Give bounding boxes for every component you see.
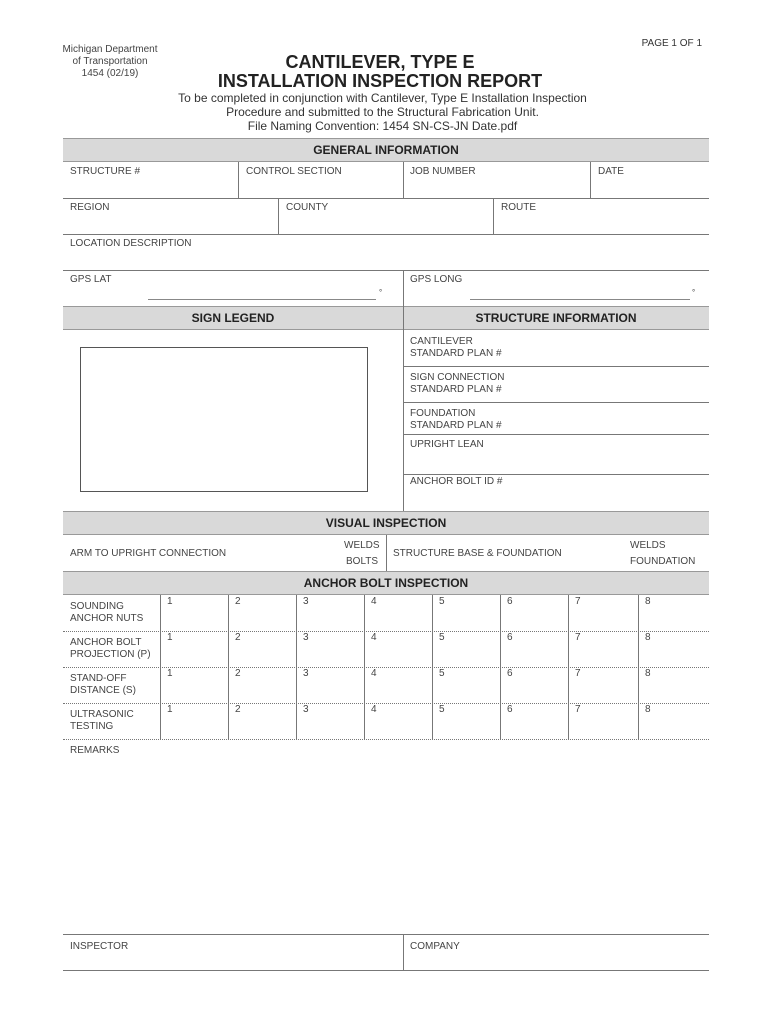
label-line: TESTING xyxy=(70,721,114,732)
sign-legend-heading: SIGN LEGEND xyxy=(63,306,403,330)
bolt-number: 5 xyxy=(439,596,445,607)
bolt-number: 4 xyxy=(371,704,377,715)
divider xyxy=(403,270,404,306)
county-label: COUNTY xyxy=(286,202,329,213)
bolt-cell-input[interactable] xyxy=(365,680,431,701)
bolt-number: 6 xyxy=(507,668,513,679)
bolt-cell-input[interactable] xyxy=(365,644,431,665)
bolt-number: 5 xyxy=(439,632,445,643)
gps-lat-field[interactable] xyxy=(148,298,376,300)
instruction-line: File Naming Convention: 1454 SN-CS-JN Date.pdf xyxy=(247,119,518,133)
bolt-number: 3 xyxy=(303,668,309,679)
divider xyxy=(403,934,404,970)
label-line: STAND-OFF xyxy=(70,673,127,684)
bolt-cell-input[interactable] xyxy=(297,608,363,629)
bolt-cell-input[interactable] xyxy=(639,608,708,629)
divider xyxy=(386,535,387,571)
sign-legend-box[interactable] xyxy=(80,347,368,492)
foundation-label: FOUNDATION xyxy=(630,556,696,567)
title-line-2: INSTALLATION INSPECTION REPORT xyxy=(217,71,543,91)
sign-connection-plan-label xyxy=(410,372,504,396)
structure-info-heading: STRUCTURE INFORMATION xyxy=(403,306,709,330)
bolt-cell-input[interactable] xyxy=(229,680,295,701)
bolt-cell-input[interactable] xyxy=(365,716,431,737)
divider xyxy=(403,306,404,511)
label-line: FOUNDATION xyxy=(410,408,476,419)
bolt-cell-input[interactable] xyxy=(297,680,363,701)
page-number: PAGE 1 OF 1 xyxy=(641,38,702,49)
bolt-number: 3 xyxy=(303,596,309,607)
region-label: REGION xyxy=(70,202,110,213)
divider xyxy=(493,198,494,234)
bolt-cell-input[interactable] xyxy=(229,608,295,629)
row-rule xyxy=(63,934,709,935)
anchor-row-label xyxy=(70,673,136,697)
bolt-number: 5 xyxy=(439,704,445,715)
bolt-cell-input[interactable] xyxy=(161,680,227,701)
foundation-plan-label xyxy=(410,408,502,432)
bolt-number: 8 xyxy=(645,668,651,679)
row-rule xyxy=(403,434,709,435)
bolt-number: 7 xyxy=(575,596,581,607)
instructions xyxy=(150,91,615,133)
bolts-label: BOLTS xyxy=(346,556,379,567)
label-line: STANDARD PLAN # xyxy=(410,384,502,395)
bolt-number: 5 xyxy=(439,668,445,679)
location-label: LOCATION DESCRIPTION xyxy=(70,238,192,249)
visual-inspection-heading: VISUAL INSPECTION xyxy=(63,511,709,535)
job-number-label: JOB NUMBER xyxy=(410,166,476,177)
welds-label: WELDS xyxy=(344,540,380,551)
bolt-number: 4 xyxy=(371,596,377,607)
gps-long-label: GPS LONG xyxy=(410,274,463,285)
bolt-cell-input[interactable] xyxy=(639,716,708,737)
bolt-number: 2 xyxy=(235,704,241,715)
row-rule xyxy=(63,198,709,199)
bolt-cell-input[interactable] xyxy=(297,716,363,737)
bolt-cell-input[interactable] xyxy=(569,716,637,737)
agency-line: Michigan Department xyxy=(62,44,158,55)
label-line: ANCHOR BOLT xyxy=(70,637,142,648)
bolt-number: 1 xyxy=(167,596,173,607)
anchor-row-label xyxy=(70,601,143,625)
bolt-cell-input[interactable] xyxy=(161,716,227,737)
route-label: ROUTE xyxy=(501,202,536,213)
bolt-cell-input[interactable] xyxy=(161,644,227,665)
bolt-cell-input[interactable] xyxy=(433,716,499,737)
instruction-line: To be completed in conjunction with Cantilever, Type E Installation Inspection xyxy=(178,91,587,105)
bolt-number: 8 xyxy=(645,632,651,643)
bolt-number: 1 xyxy=(167,704,173,715)
gps-long-field[interactable] xyxy=(470,298,690,300)
bolt-number: 3 xyxy=(303,632,309,643)
remarks-field[interactable] xyxy=(63,740,709,934)
bolt-number: 6 xyxy=(507,704,513,715)
bolt-cell-input[interactable] xyxy=(501,680,567,701)
bolt-cell-input[interactable] xyxy=(229,716,295,737)
bolt-number: 1 xyxy=(167,668,173,679)
bolt-number: 6 xyxy=(507,596,513,607)
bolt-cell-input[interactable] xyxy=(433,680,499,701)
bolt-cell-input[interactable] xyxy=(501,644,567,665)
bolt-number: 7 xyxy=(575,668,581,679)
degree-symbol: ° xyxy=(692,288,696,297)
title-line-1: CANTILEVER, TYPE E xyxy=(285,52,475,72)
label-line: SIGN CONNECTION xyxy=(410,372,505,383)
instruction-line: Procedure and submitted to the Structural Fabrication Unit. xyxy=(226,105,539,119)
agency-block xyxy=(50,44,170,80)
divider xyxy=(278,198,279,234)
label-line: SOUNDING xyxy=(70,601,124,612)
bolt-cell-input[interactable] xyxy=(229,644,295,665)
label-line: STANDARD PLAN # xyxy=(410,420,502,431)
bolt-number: 8 xyxy=(645,596,651,607)
row-rule xyxy=(403,402,709,403)
label-line: DISTANCE (S) xyxy=(70,685,136,696)
general-info-heading: GENERAL INFORMATION xyxy=(63,138,709,162)
control-section-label: CONTROL SECTION xyxy=(246,166,342,177)
anchor-bolt-id-label: ANCHOR BOLT ID # xyxy=(410,476,503,487)
bolt-cell-input[interactable] xyxy=(365,608,431,629)
bolt-number: 1 xyxy=(167,632,173,643)
row-rule xyxy=(63,970,709,971)
bolt-number: 2 xyxy=(235,632,241,643)
bolt-number: 7 xyxy=(575,632,581,643)
row-rule xyxy=(63,270,709,271)
label-line: STANDARD PLAN # xyxy=(410,348,502,359)
bolt-cell-input[interactable] xyxy=(501,608,567,629)
label-line: ANCHOR NUTS xyxy=(70,613,144,624)
bolt-number: 7 xyxy=(575,704,581,715)
row-rule xyxy=(403,366,709,367)
bolt-cell-input[interactable] xyxy=(569,680,637,701)
arm-connection-label: ARM TO UPRIGHT CONNECTION xyxy=(70,548,227,559)
form-number: 1454 (02/19) xyxy=(81,68,139,79)
date-label: DATE xyxy=(598,166,624,177)
bolt-cell-input[interactable] xyxy=(639,680,708,701)
row-rule xyxy=(403,474,709,475)
bolt-cell-input[interactable] xyxy=(161,608,227,629)
structure-label: STRUCTURE # xyxy=(70,166,141,177)
structure-base-label: STRUCTURE BASE & FOUNDATION xyxy=(393,548,562,559)
structure-row-fields[interactable] xyxy=(238,162,709,198)
bolt-number: 2 xyxy=(235,668,241,679)
bolt-cell-input[interactable] xyxy=(569,608,637,629)
bolt-number: 2 xyxy=(235,596,241,607)
degree-symbol: ° xyxy=(379,288,383,297)
bolt-number: 4 xyxy=(371,632,377,643)
bolt-cell-input[interactable] xyxy=(639,644,708,665)
gps-lat-label: GPS LAT xyxy=(70,274,112,285)
inspector-label: INSPECTOR xyxy=(70,941,129,952)
cantilever-plan-label xyxy=(410,336,502,360)
bolt-number: 4 xyxy=(371,668,377,679)
bolt-cell-input[interactable] xyxy=(297,644,363,665)
bolt-number: 6 xyxy=(507,632,513,643)
company-label: COMPANY xyxy=(410,941,460,952)
label-line: ULTRASONIC xyxy=(70,709,134,720)
welds-label: WELDS xyxy=(630,540,666,551)
bolt-number: 3 xyxy=(303,704,309,715)
bolt-cell-input[interactable] xyxy=(501,716,567,737)
bolt-cell-input[interactable] xyxy=(433,644,499,665)
anchor-row-label xyxy=(70,709,134,733)
row-rule xyxy=(63,234,709,235)
label-line: PROJECTION (P) xyxy=(70,649,151,660)
upright-lean-label: UPRIGHT LEAN xyxy=(410,439,484,450)
agency-line: of Transportation xyxy=(72,56,148,67)
anchor-row-label xyxy=(70,637,151,661)
bolt-number: 8 xyxy=(645,704,651,715)
label-line: CANTILEVER xyxy=(410,336,473,347)
remarks-label: REMARKS xyxy=(70,745,120,756)
anchor-bolt-heading: ANCHOR BOLT INSPECTION xyxy=(63,571,709,595)
bolt-cell-input[interactable] xyxy=(433,608,499,629)
bolt-cell-input[interactable] xyxy=(569,644,637,665)
